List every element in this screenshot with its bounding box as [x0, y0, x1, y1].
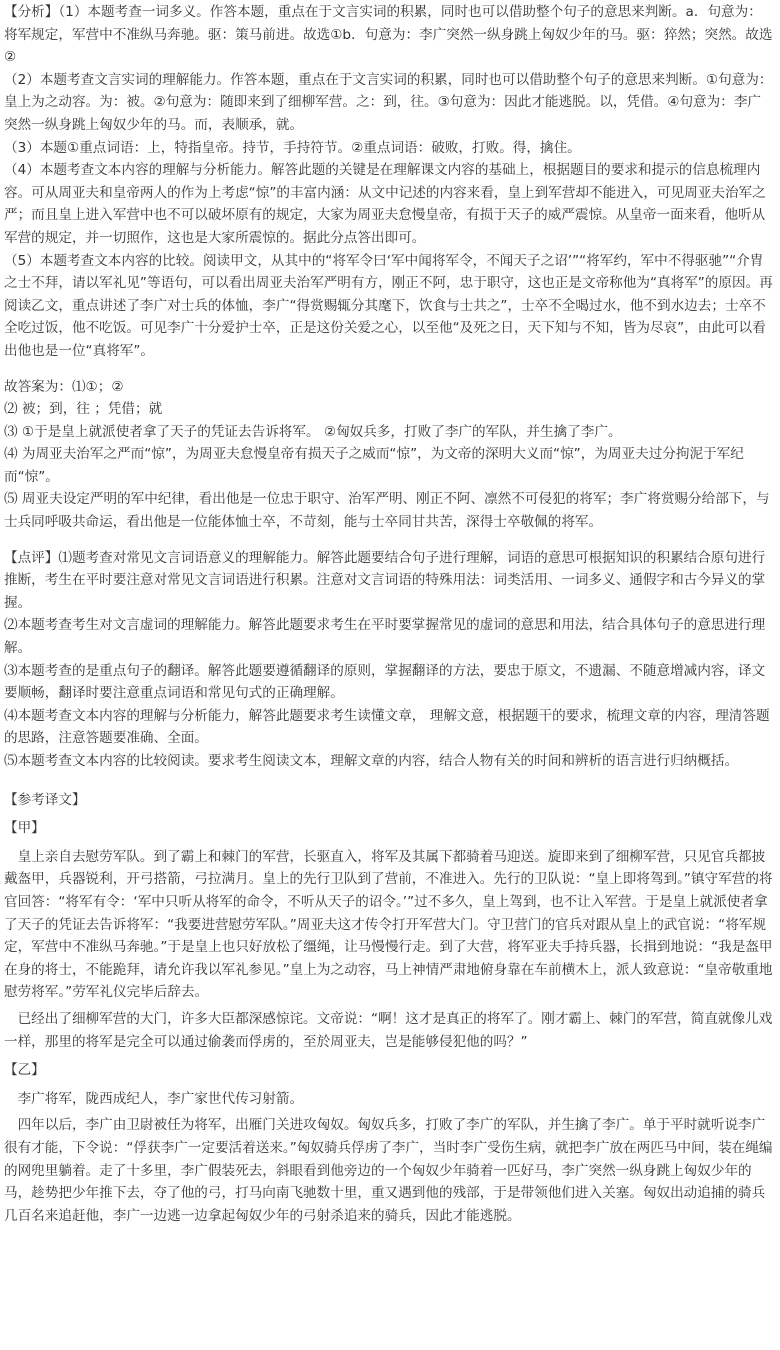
- comment-4: ⑷本题考查文本内容的理解与分析能力，解答此题要求考生读懂文章， 理解文意，根据题干的要求，梳理文章的内容，理清答题的思路，注意答题要准确、全面。: [4, 707, 770, 747]
- jia-paragraph-1: 皇上亲自去慰劳军队。到了霸上和棘门的军营，长驱直入，将军及其属下都骑着马迎送。旋即来到了细柳军营，只见官兵都披戴盔甲，兵器锐利，开弓搭箭，弓拉满月。皇上的先行卫队到了营前，不准进入。先行的卫队说：“皇上即将驾到。”镇守军营的将官回答：“将军有令：‘军中只听从将军的命令，不听从天子的诏令。’”过不多久，皇上驾到，也不让入军营。于是皇上就派使者拿了天子的凭证去告诉将军：“我要进营慰劳军队。”周亚夫这才传令打开军营大门。守卫营门的官兵对跟从皇上的武官说：“将军规定，军营中不准纵马奔驰。”于是皇上也只好放松了缰绳，让马慢慢行走。到了大营，将军亚夫手持兵器，长揖到地说：“我是盔甲在身的将士，不能跪拜，请允许我以军礼参见。”皇上为之动容，马上神情严肃地俯身靠在车前横木上，派人致意说：“皇帝敬重地慰劳将军。”劳军礼仪完毕后辞去。: [4, 848, 773, 1001]
- analysis-q3: （3）本题①重点词语：上，特指皇帝。持节，手持符节。②重点词语：破败，打败。得，擒住。: [4, 139, 581, 156]
- jia-paragraph-2: 已经出了细柳军营的大门，许多大臣都深感惊诧。文帝说：“啊！这才是真正的将军了。刚才霸上、棘门的军营，简直就像儿戏一样，那里的将军是完全可以通过偷袭而俘虏的，至於周亚夫，岂是能够侵犯他的吗？”: [4, 1010, 773, 1050]
- analysis-section: [4, 1, 774, 363]
- comments-section: [4, 547, 774, 773]
- answer-4: ⑷ 为周亚夫治军之严而“惊”，为周亚夫怠慢皇帝有损天子之威而“惊”，为文帝的深明大义而“惊”，为周亚夫过分拘泥于军纪而“惊”。: [4, 446, 744, 485]
- analysis-q4: （4）本题考查文本内容的理解与分析能力。解答此题的关键是在理解课文内容的基础上，根据题目的要求和提示的信息梳理内容。可从周亚夫和皇帝两人的作为上考虑“惊”的丰富内涵：从文中记述的内容来看，皇上到军营却不能进入，可见周亚夫治军之严；而且皇上进入军营中也不可以破坏原有的规定，大家为周亚夫怠慢皇帝，有损于天子的威严震惊。从皇帝一面来看，他听从军营的规定，并一切照作，这也是大家所震惊的。据此分点答出即可。: [4, 162, 766, 246]
- yi-paragraph-2: 四年以后，李广由卫尉被任为将军，出雁门关进攻匈奴。匈奴兵多，打败了李广的军队，并生擒了李广。单于平时就听说李广很有才能，下令说：“俘获李广一定要活着送来。”匈奴骑兵俘虏了李广，当时李广受伤生病，就把李广放在两匹马中间，装在绳编的网兜里躺着。走了十多里，李广假装死去，斜眼看到他旁边的一个匈奴少年骑着一匹好马，李广突然一纵身跳上匈奴少年的马，趁势把少年推下去，夺了他的弓，打马向南飞驰数十里，重又遇到他的残部，于是带领他们进入关塞。匈奴出动追捕的骑兵几百名来追赶他，李广一边逃一边拿起匈奴少年的弓射杀追来的骑兵，因此才能逃脱。: [4, 1117, 773, 1224]
- yi-heading: 【乙】: [4, 1062, 45, 1079]
- comment-5: ⑸本题考查文本内容的比较阅读。要求考生阅读文本，理解文章的内容，结合人物有关的时间和辨析的语言进行归纳概括。: [4, 753, 739, 769]
- comment-3: ⑶本题考查的是重点句子的翻译。解答此题要遵循翻译的原则，掌握翻译的方法，要忠于原文，不遗漏、不随意增减内容，译文要顺畅，翻译时要注意重点词语和常见句式的正确理解。: [4, 662, 766, 702]
- comment-1: 【点评】⑴题考查对常见文言词语意义的理解能力。解答此题要结合句子进行理解，词语的意思可根据知识的积累结合原句进行推断，考生在平时要注意对常见文言词语进行积累。注意对文言词语的特殊用法：词类活用、一词多义、通假字和古今异义的掌握。: [4, 549, 766, 611]
- answer-3: ⑶ ①于是皇上就派使者拿了天子的凭证去告诉将军。 ②匈奴兵多，打败了李广的军队，并生擒了李广。: [4, 423, 622, 440]
- answers-section: [4, 376, 774, 534]
- translation-heading: 【参考译文】: [4, 791, 86, 808]
- analysis-q2: （2）本题考查文言实词的理解能力。作答本题，重点在于文言实词的积累，同时也可以借助整个句子的意思来判断。①句意为：皇上为之动容。为：被。②句意为：随即来到了细柳军营。之：到，往。③句意为：因此才能逃脱。以，凭借。④句意为：李广突然一纵身跳上匈奴少年的马。而，表顺承，就。: [4, 71, 773, 133]
- translation-section: [4, 789, 774, 1228]
- jia-heading: 【甲】: [4, 820, 45, 837]
- analysis-q1: 【分析】（1）本题考查一词多义。作答本题，重点在于文言实词的积累，同时也可以借助整个句子的意思来判断。a．句意为：将军规定，军营中不准纵马奔驰。驱：策马前进。故选①b．句意为：李广突然一纵身跳上匈奴少年的马。驱：猝然；突然。故选②: [4, 4, 773, 66]
- answer-1: 故答案为：⑴①；②: [4, 378, 124, 395]
- yi-paragraph-1: 李广将军，陇西成纪人，李广家世代传习射箭。: [17, 1090, 304, 1107]
- comment-2: ⑵本题考查考生对文言虚词的理解能力。解答此题要求考生在平时要掌握常见的虚词的意思和用法，结合具体句子的意思进行理解。: [4, 617, 766, 657]
- analysis-q5: （5）本题考查文本内容的比较。阅读甲文，从其中的“将军令曰‘军中闻将军令，不闻天子之诏’”“将军约，军中不得驱驰”“介胄之士不拜，请以军礼见”等语句，可以看出周亚夫治军严明有方，刚正不阿，忠于职守，这也正是文帝称他为“真将军”的原因。再阅读乙文，重点讲述了李广对士兵的体恤，李广“得赏赐辄分其麾下，饮食与士共之”，士卒不全喝过水，他不到水边去；士卒不全吃过饭，他不吃饭。可见李广十分爱护士卒，正是这份关爱之心，以至他“及死之日，天下知与不知，皆为尽哀”，由此可以看出他也是一位“真将军”。: [4, 252, 773, 359]
- answer-5: ⑸ 周亚夫设定严明的军中纪律，看出他是一位忠于职守、治军严明、刚正不阿、凛然不可侵犯的将军；李广将赏赐分给部下，与士兵同呼吸共命运，看出他是一位能体恤士卒，不苛刻，能与士卒同甘共苦，深得士卒敬佩的将军。: [4, 491, 770, 531]
- answer-2: ⑵ 被；到，往 ；凭借；就: [4, 401, 163, 418]
